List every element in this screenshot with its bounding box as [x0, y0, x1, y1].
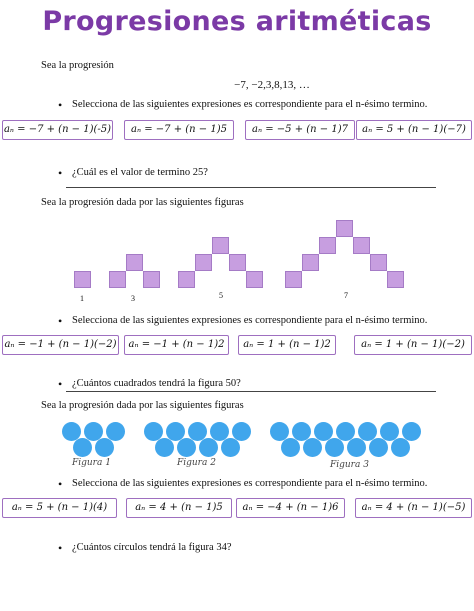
- section1-option-1[interactable]: aₙ = −7 + (n − 1)(-5): [2, 120, 113, 140]
- section3-option-4[interactable]: aₙ = 4 + (n − 1)(−5): [355, 498, 472, 518]
- square: [336, 220, 353, 237]
- section2-option-1[interactable]: aₙ = −1 + (n − 1)(−2): [2, 335, 119, 355]
- circle: [281, 438, 300, 457]
- section1-answer-line[interactable]: [66, 187, 436, 188]
- section2-option-3[interactable]: aₙ = 1 + (n − 1)2: [238, 335, 336, 355]
- section3-option-1[interactable]: aₙ = 5 + (n − 1)(4): [2, 498, 117, 518]
- circle-figure-label-3: Figura 3: [330, 460, 369, 470]
- section1-question: • ¿Cuál es el valor de termino 25?: [72, 167, 208, 178]
- square-figure-label-7: 7: [344, 291, 348, 300]
- square: [178, 271, 195, 288]
- page-title: Progresiones aritméticas: [42, 6, 432, 37]
- square-figure-label-1: 1: [80, 294, 84, 303]
- section3-question: • ¿Cuántos círculos tendrá la figura 34?: [72, 542, 231, 553]
- sequence-text: −7, −2,3,8,13, …: [234, 79, 310, 91]
- circle: [391, 438, 410, 457]
- section1-intro: Sea la progresión: [41, 60, 114, 71]
- square: [370, 254, 387, 271]
- square: [302, 254, 319, 271]
- circle: [95, 438, 114, 457]
- section3-options: [2, 498, 472, 518]
- section3-intro: Sea la progresión dada por las siguientes figuras: [41, 400, 244, 411]
- section1-option-4[interactable]: aₙ = 5 + (n − 1)(−7): [356, 120, 472, 140]
- square: [229, 254, 246, 271]
- square: [74, 271, 91, 288]
- section1-option-3[interactable]: aₙ = −5 + (n − 1)7: [245, 120, 355, 140]
- section2-intro: Sea la progresión dada por las siguientes figuras: [41, 197, 244, 208]
- square: [109, 271, 126, 288]
- square: [212, 237, 229, 254]
- square: [285, 271, 302, 288]
- section2-options: [2, 335, 472, 355]
- circle: [347, 438, 366, 457]
- section2-prompt: • Selecciona de las siguientes expresiones es correspondiente para el n-ésimo termino.: [72, 315, 427, 326]
- circle: [177, 438, 196, 457]
- section1-option-2[interactable]: aₙ = −7 + (n − 1)5: [124, 120, 234, 140]
- square: [353, 237, 370, 254]
- circle: [325, 438, 344, 457]
- square: [387, 271, 404, 288]
- circle: [199, 438, 218, 457]
- section1-prompt: • Selecciona de las siguientes expresiones es correspondiente para el n-ésimo termino.: [72, 99, 427, 110]
- square: [126, 254, 143, 271]
- section3-prompt: • Selecciona de las siguientes expresiones es correspondiente para el n-ésimo termino.: [72, 478, 427, 489]
- section3-option-3[interactable]: aₙ = −4 + (n − 1)6: [236, 498, 345, 518]
- square: [195, 254, 212, 271]
- square: [143, 271, 160, 288]
- circle: [303, 438, 322, 457]
- section2-option-4[interactable]: aₙ = 1 + (n − 1)(−2): [354, 335, 472, 355]
- square: [319, 237, 336, 254]
- section2-question: • ¿Cuántos cuadrados tendrá la figura 50?: [72, 378, 241, 389]
- square: [246, 271, 263, 288]
- circle-figure-label-1: Figura 1: [72, 458, 111, 468]
- square-figure-label-5: 5: [219, 291, 223, 300]
- circle: [106, 422, 125, 441]
- section3-option-2[interactable]: aₙ = 4 + (n − 1)5: [126, 498, 232, 518]
- section2-option-2[interactable]: aₙ = −1 + (n − 1)2: [124, 335, 229, 355]
- section2-answer-line[interactable]: [66, 391, 436, 392]
- section1-options: [2, 120, 472, 140]
- circle: [369, 438, 388, 457]
- circle: [155, 438, 174, 457]
- circle-figure-label-2: Figura 2: [177, 458, 216, 468]
- square-figure-label-3: 3: [131, 294, 135, 303]
- circle: [73, 438, 92, 457]
- circle: [221, 438, 240, 457]
